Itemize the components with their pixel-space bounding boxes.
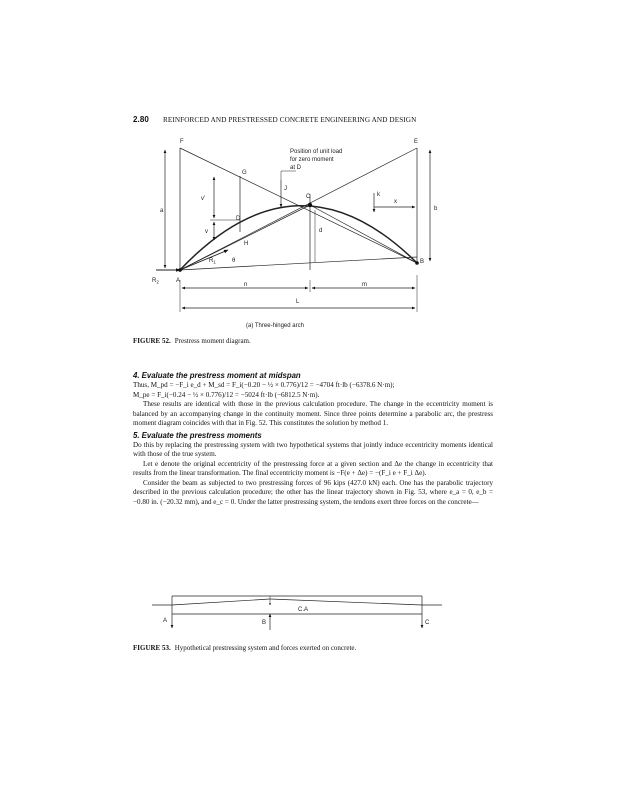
tendon-right [270,599,422,605]
label-CA: C.A [298,607,309,613]
label-H: H [244,241,249,247]
line-A-C [180,205,310,270]
figure-53-caption [133,644,356,652]
section-4-heading: 4. Evaluate the prestress moment at midspan [133,371,301,380]
fig53-label-B: B [262,620,267,626]
label-d: d [319,228,323,234]
body-text [133,371,493,508]
figure-53-caption-text: Hypothetical prestressing system and forces exerted on concrete. [174,644,357,652]
r1-arrow [180,250,228,270]
figure-52-caption-text: Prestress moment diagram. [174,337,251,345]
label-theta: θ [232,258,236,264]
label-J: J [284,186,287,192]
label-R1: $R_1$ [209,258,216,265]
support-A [178,268,182,272]
page-number: 2.80 [133,115,149,124]
label-a: a [160,208,164,214]
section-4-equation-2: M_pe = F_i(−0.24 − ½ × 0.776)/12 = −5024 ft·lb (−6812.5 N·m). [133,390,320,399]
hinge-C [308,203,312,207]
fig53-label-A: A [163,618,168,624]
label-n: n [244,282,248,288]
label-b: b [434,206,438,212]
label-R2: $R_2$ [152,278,159,285]
label-k: k [377,192,380,198]
annotation-line-2: for zero moment [290,157,334,163]
annotation-line-1: Position of unit load [290,149,343,155]
label-m: m [362,282,367,288]
figure-52-label: FIGURE 52. [133,337,171,345]
running-title: REINFORCED AND PRESTRESSED CONCRETE ENGINEERING AND DESIGN [162,116,417,124]
figure-52-caption [133,337,251,345]
figure-53-label: FIGURE 53. [133,644,171,652]
label-v: v [205,229,208,235]
label-x: x [394,199,397,205]
support-B [415,261,419,265]
section-4-paragraph: These results are identical with those in the previous calculation procedure. The change in the eccentricity moment is balanced by an accompanying change in the continuity moment. Since three points determine a parabolic arc, the prestress moment diagram coincides with that in Fig. 52. This constitutes the solution by method 1. [133,400,493,428]
label-v-prime: v' [201,196,206,202]
line-C-B [310,205,417,263]
label-E: E [414,139,419,145]
section-5-paragraph-3: Consider the beam as subjected to two prestressing forces of 96 kips (427.0 kN) each. One has the parabolic trajectory described in the previous calculation procedure; the other has the linear trajectory shown in Fig. 53, where e_a = 0, e_b = −0.80 in. (−20.32 mm), and e_c = 0. Under the latter prestressing system, the tendons exert three forces on the concrete— [133,478,493,507]
label-D: D [236,216,241,222]
label-G: G [242,170,247,176]
tendon-left [172,599,270,605]
label-B: B [420,259,425,265]
section-5-paragraph-2: Let e denote the original eccentricity of the prestressing force at a given section and Δe the change in eccentricity that results from the linear transformation. The final eccentricity moment is −F(e + Δe) = −(F_i e + F_i Δe). [133,459,493,478]
label-L: L [296,299,300,305]
annotation-line-3: at D [290,165,302,171]
section-5-heading: 5. Evaluate the prestress moments [133,430,262,440]
label-A: A [176,278,181,284]
label-C: C [306,194,311,200]
section-5-paragraph-1: Do this by replacing the prestressing system with two hypothetical systems that jointly induce eccentricity moments identical with those of the true system. [133,440,493,459]
figure-52-subcaption: (a) Three-hinged arch [246,323,304,329]
fig53-label-C: C [425,620,430,626]
section-4-equation-1: Thus, M_pd = −F_i e_d + M_sd = F_i(−0.20 − ½ × 0.776)/12 = −4704 ft·lb (−6378.6 N·m); [133,381,395,389]
label-F: F [180,139,184,145]
